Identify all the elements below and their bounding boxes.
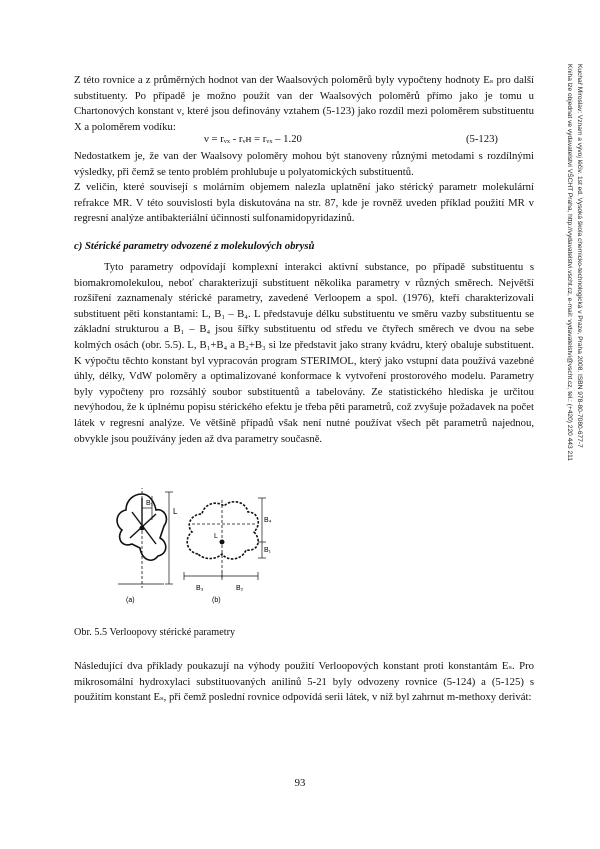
label-b2: B₂ (236, 585, 244, 592)
paragraph-molar-refraction: Z veličin, které souvisejí s molárním objemem nalezla uplatnění jako stérický parametr molekulární refrakce MR. V této souvislosti byla diskutována na str. 87, kde je rovněž uveden příklad použití MR v regresní analýze antibakteriální účinnosti sulfonamidopyridazinů. (74, 181, 534, 225)
sidebar-order-info: Kniha lze objednat ve vydavatelství VŠCHT Praha, http://vydavatelstvi.vscht.cz, e-mail: vydavatelstvi@vscht.cz, tel.: (+420) 220 443 211 (566, 64, 573, 461)
figure-caption: Obr. 5.5 Verloopovy stérické parametry (74, 627, 236, 638)
label-b3: B₃ (196, 585, 204, 592)
panel-b-drawing (184, 498, 266, 580)
paragraph-next-examples: Následující dva příklady poukazují na výhody použití Verloopových konstant proti konstantám Eₛ. Pro mikrosomální hydroxylaci substituovaných anilinů 5-21 byly odvozeny rovnice (5-124) a (5-125) s použitím konstant Eₛ, při čemž poslední rovnice odpovídá serii látek, v níž byl zahrnut m-methoxy derivát: (74, 660, 534, 704)
equation-5-123 (74, 133, 534, 149)
sidebar-citation: Kuchař Miroslav: Vznam a vývoj léčiv. 1st ed. Vysoká škola chemicko-technologická v Praze, Praha 2008. ISBN 978-80-7080-677-7 (576, 64, 583, 448)
label-l-a: L (173, 507, 178, 516)
label-b4: B₄ (264, 517, 272, 524)
publisher-sidebar (560, 64, 584, 584)
equation-body: ν = rᵥₓ - rᵥʜ = rᵥₓ – 1.20 (204, 133, 302, 145)
paragraph-van-der-waals: Z této rovnice a z průměrných hodnot van der Waalsových poloměrů byly vypočteny hodnoty Eₛ pro další substituenty. Po případě je možno použít van der Waalsových poloměrů přímo jako je tomu u Chartonových konstant ν, které jsou definovány vztahem (5-123) jako rozdíl mezi poloměrem substituentu X a poloměrem vodíku: (74, 74, 534, 133)
label-panel-a: (a) (126, 597, 135, 604)
paragraph-nedostatkem: Nedostatkem je, že van der Waalsovy poloměry mohou být stanoveny různými metodami s rozdílnými výsledky, při čemž se tento problém prohlubuje u polyatomických substituentů. (74, 150, 534, 178)
section-heading: c) Stérické parametry odvozené z molekulových obrysů (74, 240, 315, 252)
label-b1-a: B₁ (146, 500, 154, 507)
equation-number: (5-123) (465, 133, 498, 145)
paragraph-verloop: Tyto parametry odpovídají komplexní interakci aktivní substance, po případě substituentu s biomakromolekulou, neboť charakterizují substituent několika parametry v různých směrech. Největší rozšíření zaznamenaly stérické parametry, zavedené Verloopem a spol. (1976), kteří charakterizovali substituent pěti konstantami: L, B₁ – B₄. L představuje délku substituentu ve směru vazby substituentu se základní strukturou a B₁ – B₄ jsou šířky substituentu od středu ve čtyřech směrech ve dvou na sebe kolmých osách (obr. 5.5). L, B₁+B₄ a B₂+B₃ si lze představit jako strany kvádru, který obaluje substituent. K výpočtu těchto konstant byl vypracován program STERIMOL, který jako vstupní data používá vazebné úhly, délky, VdW poloměry a optimalizované konformace k vytvoření prostorového modelu. Parametry byly vypočteny pro rozsáhlý soubor substituentů a tabelovány. Ze statistického hlediska je určitou nevýhodou, že k úplnému popisu stérického efektu je třeba pěti parametrů, což zvyšuje požadavek na počet látek v regresní analýze. Ve většině případů však není nutné používat všech pět parametrů najednou, obvykle jsou používány jeden až dva parametry současně. (74, 261, 534, 445)
label-l-b: L (214, 533, 218, 540)
label-b1-b: B₁ (264, 547, 272, 554)
figure-verloop-parameters (112, 488, 302, 606)
label-panel-b: (b) (212, 597, 221, 604)
page-number: 93 (294, 777, 306, 789)
